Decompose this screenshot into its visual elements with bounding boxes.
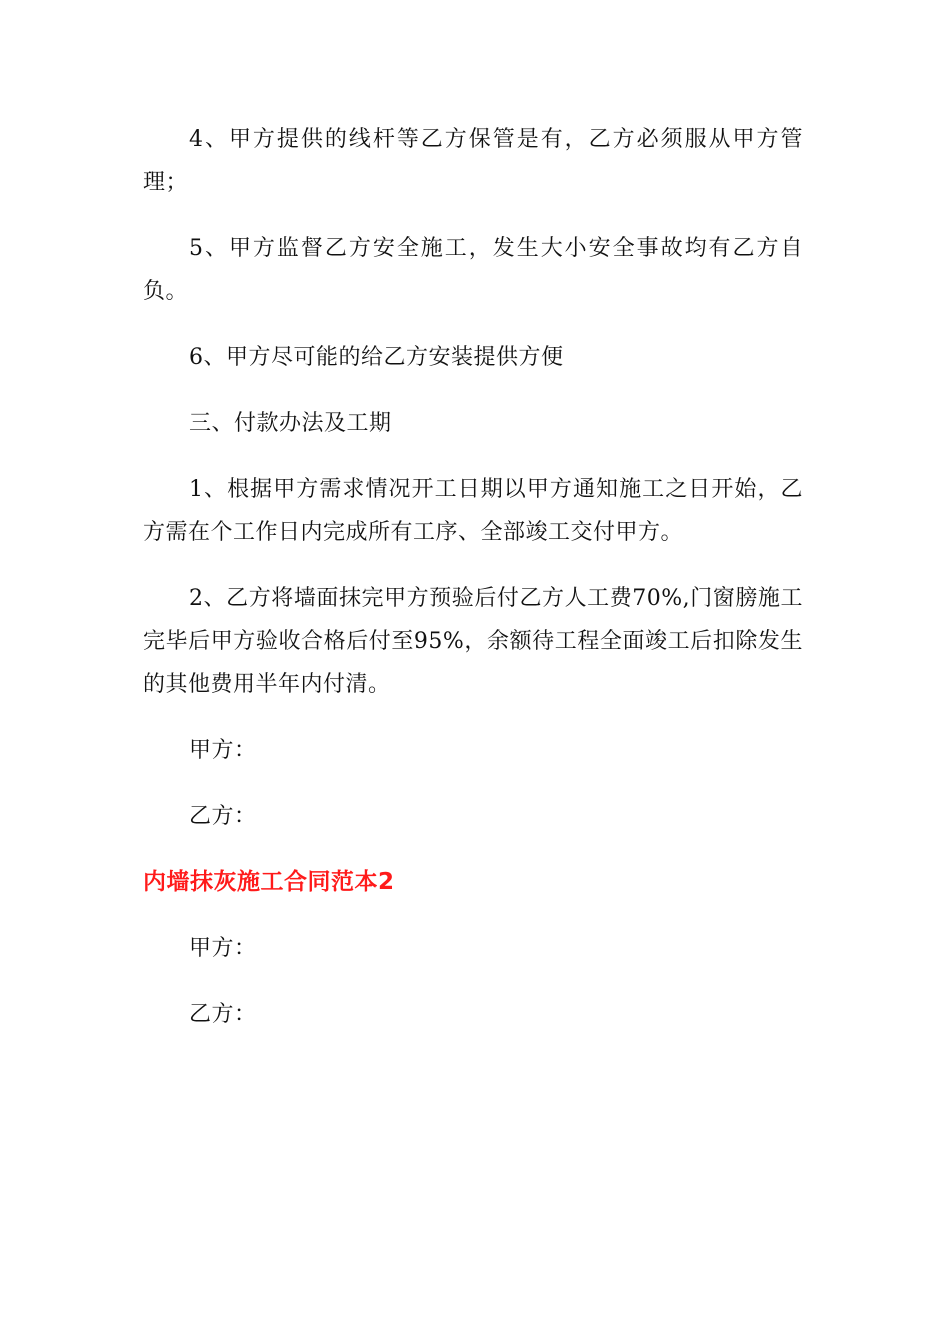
party-a-label: 甲方： bbox=[189, 936, 257, 961]
party-a-signature: 甲方： bbox=[189, 738, 257, 763]
clause-6: 6、甲方尽可能的给乙方安装提供方便 bbox=[189, 345, 564, 370]
clause-5: 5、甲方监督乙方安全施工，发生大小安全事故均有乙方自负。 bbox=[143, 236, 803, 304]
document-body bbox=[143, 118, 803, 1059]
payment-clause-1: 1、根据甲方需求情况开工日期以甲方通知施工之日开始，乙方需在个工作日内完成所有工序、全部竣工交付甲方。 bbox=[143, 477, 803, 545]
contract-template-heading: 内墙抹灰施工合同范本2 bbox=[143, 869, 395, 895]
party-b-label: 乙方： bbox=[189, 1002, 257, 1027]
party-b-signature: 乙方： bbox=[189, 804, 257, 829]
clause-4: 4、甲方提供的线杆等乙方保管是有，乙方必须服从甲方管理； bbox=[143, 127, 803, 195]
section-payment-title: 三、付款办法及工期 bbox=[189, 411, 392, 436]
payment-clause-2: 2、乙方将墙面抹完甲方预验后付乙方人工费70%,门窗膀施工完毕后甲方验收合格后付至95%，余额待工程全面竣工后扣除发生的其他费用半年内付清。 bbox=[143, 586, 803, 697]
